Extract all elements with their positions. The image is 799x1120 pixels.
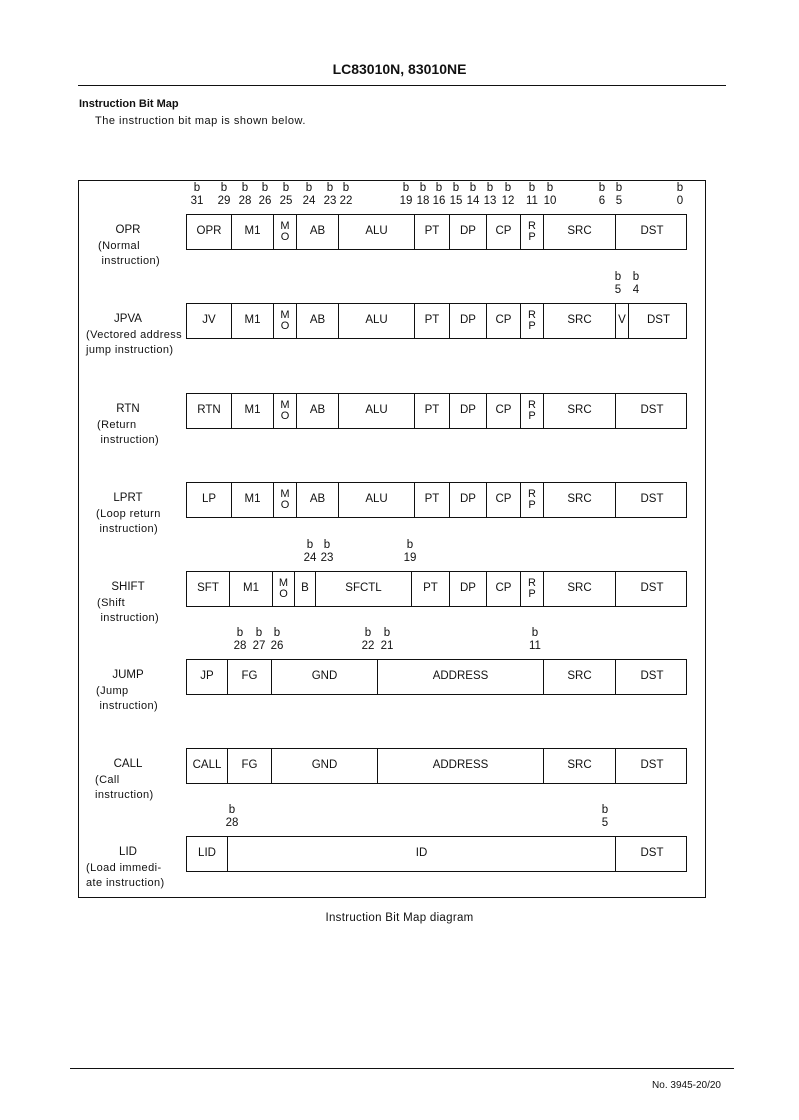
field-dst: DST <box>628 304 688 338</box>
field-address: ADDRESS <box>377 749 543 783</box>
field-label: R P <box>528 399 536 422</box>
instruction-name: RTN <box>116 403 140 415</box>
instruction-description: instruction) <box>97 434 160 446</box>
field-opr: OPR <box>196 225 222 238</box>
field-cp: CP <box>486 483 520 517</box>
field-fg: FG <box>227 660 271 694</box>
bit-position-label: b 16 <box>432 182 446 207</box>
instruction-name: JPVA <box>114 313 142 325</box>
bit-position-label: b 12 <box>501 182 515 207</box>
bit-position-label: b 23 <box>323 182 337 207</box>
field-id: ID <box>227 837 615 871</box>
field-dst: DST <box>615 837 688 871</box>
instruction-description: (Loop return <box>96 508 161 520</box>
field-label: R P <box>528 220 536 243</box>
instruction-name: SHIFT <box>111 581 145 593</box>
bit-position-label: b 24 <box>302 182 316 207</box>
bit-position-label: b 11 <box>529 627 541 652</box>
field-dst: DST <box>615 749 688 783</box>
instruction-format-jump <box>186 659 687 695</box>
field-jp: JP <box>200 670 214 683</box>
page-header-title: LC83010N, 83010NE <box>332 61 467 77</box>
field-v: V <box>615 304 628 338</box>
field-dst: DST <box>615 483 688 517</box>
instruction-description: (Load immedi- <box>86 862 162 874</box>
instruction-name: OPR <box>115 224 141 236</box>
field-dst: DST <box>615 215 688 249</box>
section-description: The instruction bit map is shown below. <box>95 115 306 127</box>
bit-position-label: b 26 <box>270 627 284 652</box>
field-ab: AB <box>296 394 338 428</box>
field-sfctl: SFCTL <box>315 572 411 606</box>
bit-position-label: b 26 <box>258 182 272 207</box>
field-label: M O <box>280 488 290 511</box>
bit-position-label: b 27 <box>252 627 266 652</box>
field-pt: PT <box>414 394 449 428</box>
field-mo <box>273 215 296 249</box>
field-m1: M1 <box>231 304 273 338</box>
instruction-format-shift <box>186 571 687 607</box>
instruction-description: (Shift <box>97 597 126 609</box>
bit-position-label: b 18 <box>416 182 430 207</box>
bit-position-label: b 24 <box>303 539 317 564</box>
bit-position-label: b 14 <box>466 182 480 207</box>
instruction-format-opr <box>186 214 687 250</box>
field-fg: FG <box>227 749 271 783</box>
field-sft: SFT <box>197 582 219 595</box>
field-alu: ALU <box>338 483 414 517</box>
field-b: B <box>294 572 315 606</box>
instruction-name: LPRT <box>113 492 143 504</box>
field-mo <box>272 572 294 606</box>
instruction-description: (Call <box>95 774 120 786</box>
field-mo <box>273 483 296 517</box>
field-m1: M1 <box>231 394 273 428</box>
field-lp: LP <box>201 493 217 506</box>
field-lid: LID <box>198 847 216 860</box>
field-dp: DP <box>449 483 486 517</box>
field-rp <box>520 394 543 428</box>
field-label: R P <box>528 577 536 600</box>
instruction-description: instruction) <box>96 700 159 712</box>
instruction-description: instruction) <box>98 255 161 267</box>
field-label: R P <box>528 488 536 511</box>
instruction-format-call <box>186 748 687 784</box>
instruction-description: jump instruction) <box>86 344 174 356</box>
instruction-description: instruction) <box>95 789 154 801</box>
bit-position-label: b 28 <box>238 182 252 207</box>
instruction-description: (Normal <box>98 240 140 252</box>
bit-position-label: b 5 <box>614 271 622 296</box>
field-dst: DST <box>615 660 688 694</box>
instruction-name: LID <box>119 846 137 858</box>
bit-position-label: b 4 <box>632 271 640 296</box>
bit-position-label: b 15 <box>449 182 463 207</box>
field-dp: DP <box>449 394 486 428</box>
instruction-format-rtn <box>186 393 687 429</box>
field-label: M O <box>278 577 289 600</box>
section-heading: Instruction Bit Map <box>79 98 179 110</box>
bit-position-label: b 23 <box>320 539 334 564</box>
field-mo <box>273 394 296 428</box>
field-rp <box>520 483 543 517</box>
field-label: R P <box>528 309 536 332</box>
instruction-description: (Vectored address <box>86 329 183 341</box>
bit-position-label: b 22 <box>361 627 375 652</box>
field-label: M O <box>280 399 290 422</box>
bit-position-label: b 31 <box>190 182 204 207</box>
field-alu: ALU <box>338 304 414 338</box>
field-dst: DST <box>615 572 688 606</box>
field-address: ADDRESS <box>377 660 543 694</box>
field-gnd: GND <box>271 660 377 694</box>
field-rp <box>520 572 543 606</box>
field-m1: M1 <box>231 215 273 249</box>
instruction-description: instruction) <box>96 523 159 535</box>
field-pt: PT <box>414 304 449 338</box>
bit-position-label: b 0 <box>676 182 684 207</box>
bit-position-label: b 29 <box>217 182 231 207</box>
bit-position-label: b 22 <box>339 182 353 207</box>
field-dp: DP <box>449 572 486 606</box>
field-call: CALL <box>192 759 222 772</box>
instruction-name: CALL <box>113 758 143 770</box>
bit-position-label: b 10 <box>543 182 557 207</box>
bit-position-label: b 19 <box>403 539 417 564</box>
instruction-name: JUMP <box>112 669 144 681</box>
field-rp <box>520 215 543 249</box>
field-cp: CP <box>486 215 520 249</box>
field-pt: PT <box>414 215 449 249</box>
field-rtn: RTN <box>197 404 221 417</box>
instruction-description: ate instruction) <box>86 877 165 889</box>
bit-position-label: b 28 <box>233 627 247 652</box>
field-jv: JV <box>202 314 216 327</box>
field-cp: CP <box>486 572 520 606</box>
field-src: SRC <box>543 304 615 338</box>
field-cp: CP <box>486 304 520 338</box>
field-m1: M1 <box>229 572 272 606</box>
bit-position-label: b 19 <box>399 182 413 207</box>
header-rule <box>78 85 726 86</box>
field-src: SRC <box>543 483 615 517</box>
field-alu: ALU <box>338 215 414 249</box>
diagram-caption: Instruction Bit Map diagram <box>325 912 474 924</box>
bit-position-label: b 25 <box>279 182 293 207</box>
footer-rule <box>70 1068 734 1069</box>
bit-position-label: b 5 <box>601 804 609 829</box>
instruction-description: (Jump <box>96 685 129 697</box>
field-pt: PT <box>414 483 449 517</box>
bit-position-label: b 5 <box>615 182 623 207</box>
bit-position-label: b 6 <box>598 182 606 207</box>
field-src: SRC <box>543 572 615 606</box>
field-alu: ALU <box>338 394 414 428</box>
instruction-format-lid <box>186 836 687 872</box>
field-dp: DP <box>449 215 486 249</box>
field-rp <box>520 304 543 338</box>
instruction-format-lprt <box>186 482 687 518</box>
bit-position-label: b 11 <box>526 182 538 207</box>
field-src: SRC <box>543 394 615 428</box>
field-ab: AB <box>296 215 338 249</box>
field-pt: PT <box>411 572 449 606</box>
instruction-description: instruction) <box>97 612 160 624</box>
field-dst: DST <box>615 394 688 428</box>
field-ab: AB <box>296 483 338 517</box>
bit-position-label: b 28 <box>225 804 239 829</box>
bit-position-label: b 13 <box>483 182 497 207</box>
field-src: SRC <box>543 749 615 783</box>
field-src: SRC <box>543 660 615 694</box>
instruction-format-jpva <box>186 303 687 339</box>
bit-position-label: b 21 <box>380 627 394 652</box>
field-src: SRC <box>543 215 615 249</box>
field-label: M O <box>280 220 290 243</box>
field-dp: DP <box>449 304 486 338</box>
document-number: No. 3945-20/20 <box>652 1080 721 1091</box>
field-label: M O <box>280 309 290 332</box>
field-gnd: GND <box>271 749 377 783</box>
field-m1: M1 <box>231 483 273 517</box>
field-mo <box>273 304 296 338</box>
field-ab: AB <box>296 304 338 338</box>
instruction-description: (Return <box>97 419 137 431</box>
field-cp: CP <box>486 394 520 428</box>
